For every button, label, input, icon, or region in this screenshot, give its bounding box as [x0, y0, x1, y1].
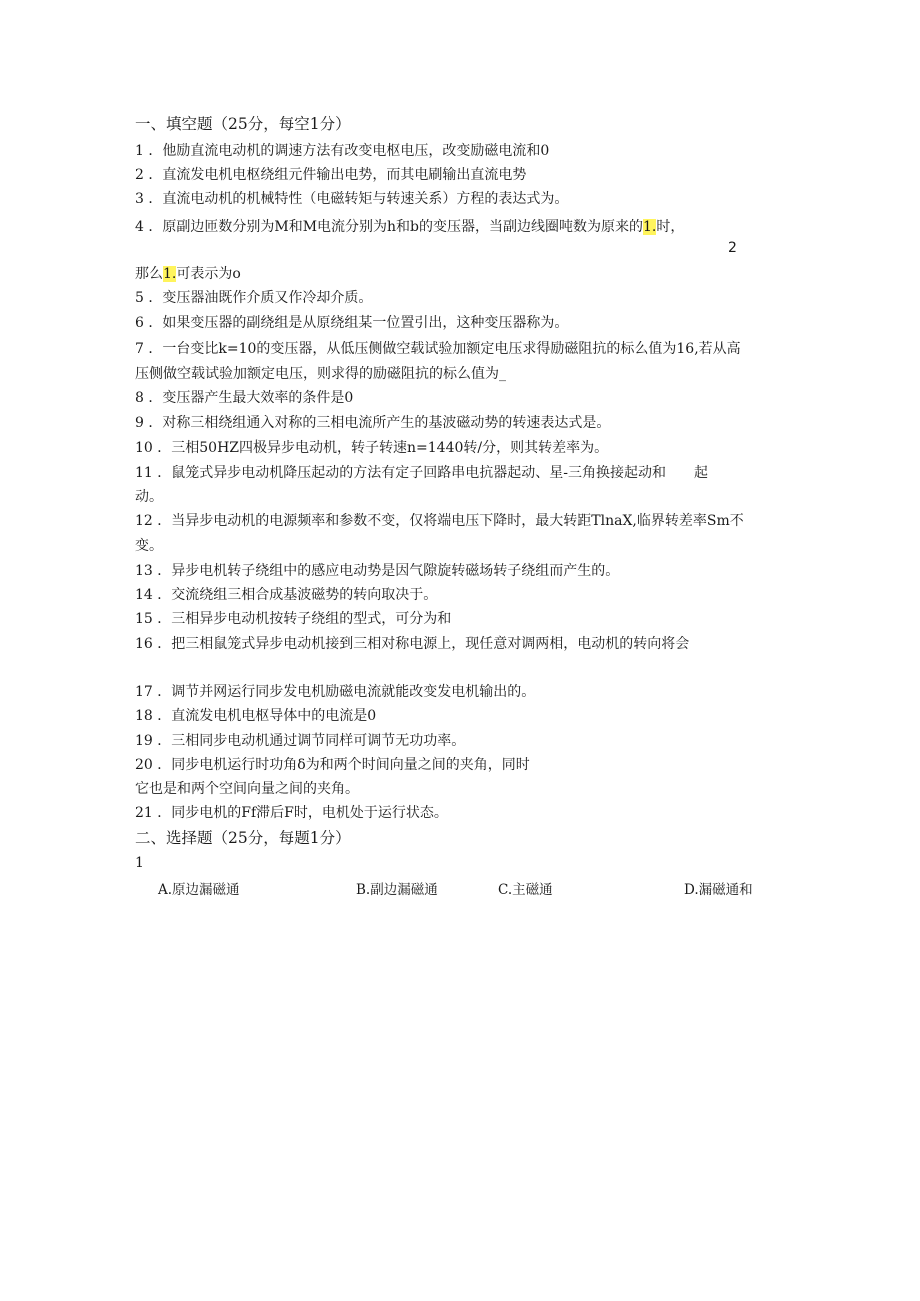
question-12-line-2: 变。 [135, 538, 163, 554]
question-20-line-2: 它也是和两个空间向量之间的夹角。 [135, 781, 359, 797]
question-8: 8 ．变压器产生最大效率的条件是0 [135, 390, 354, 406]
question-7-line-1: 7 ．一台变比k=10的变压器，从低压侧做空载试验加额定电压求得励磁阻抗的标么值为16,若从高 [135, 341, 741, 357]
question-4b-tail: 可表示为o [176, 266, 241, 282]
question-14: 14 ．交流绕组三相合成基波磁势的转向取决于。 [135, 587, 438, 603]
question-5: 5 ．变压器油既作介质又作冷却介质。 [135, 290, 373, 306]
question-15: 15 ．三相异步电动机按转子绕组的型式，可分为和 [135, 611, 452, 627]
question-11-line-2: 动。 [135, 489, 163, 505]
question-10: 10 ．三相50HZ四极异步电动机，转子转速n=1440转/分，则其转差率为。 [135, 440, 609, 456]
highlighted-text: 1. [643, 219, 657, 235]
question-4-continued [135, 264, 795, 284]
option-b: B.副边漏磁通 [356, 882, 438, 898]
question-19: 19 ．三相同步电动机通过调节同样可调节无功功率。 [135, 733, 466, 749]
option-a: A.原边漏磁通 [158, 882, 240, 898]
question-16: 16 ．把三相鼠笼式异步电动机接到三相对称电源上，现任意对调两相，电动机的转向将会 [135, 636, 690, 652]
question-21: 21 ．同步电机的Ff滞后F时，电机处于运行状态。 [135, 805, 448, 821]
option-c: C.主磁通 [498, 882, 553, 898]
option-d: D.漏磁通和 [684, 882, 753, 898]
question-2: 2 ．直流发电机电枢绕组元件输出电势，而其电刷输出直流电势 [135, 167, 527, 183]
question-4 [135, 217, 795, 237]
section-1-heading: 一、填空题（25分，每空1分） [135, 115, 351, 133]
question-12-line-1: 12 ．当异步电动机的电源频率和参数不变，仅将端电压下降时，最大转距TlnaX,临界转差率Sm不 [135, 513, 744, 529]
question-17: 17 ．调节并网运行同步发电机励磁电流就能改变发电机输出的。 [135, 684, 536, 700]
question-1: 1 ．他励直流电动机的调速方法有改变电枢电压，改变励磁电流和0 [135, 143, 550, 159]
question-6: 6 ．如果变压器的副绕组是从原绕组某一位置引出，这种变压器称为。 [135, 315, 569, 331]
question-4-text: 4 ．原副边匝数分别为M和M电流分别为h和b的变压器，当副边线圈吨数为原来的 [135, 219, 644, 235]
question-4-tail: 时， [656, 219, 685, 235]
choice-question-1-number: 1 [135, 855, 144, 871]
section-2-heading: 二、选择题（25分，每题1分） [135, 829, 351, 847]
page-number: 2 [728, 240, 737, 256]
highlighted-text: 1. [163, 266, 177, 282]
question-3: 3 ．直流电动机的机械特性（电磁转矩与转速关系）方程的表达式为。 [135, 191, 569, 207]
question-9: 9 ．对称三相绕组通入对称的三相电流所产生的基波磁动势的转速表达式是。 [135, 415, 611, 431]
question-20-line-1: 20 ．同步电机运行时功角δ为和两个时间向量之间的夹角，同时 [135, 757, 530, 773]
question-4b-text: 那么 [135, 266, 163, 282]
question-13: 13 ．异步电机转子绕组中的感应电动势是因气隙旋转磁场转子绕组而产生的。 [135, 563, 620, 579]
question-18: 18 ．直流发电机电枢导体中的电流是0 [135, 708, 377, 724]
question-7-line-2: 压侧做空载试验加额定电压，则求得的励磁阻抗的标么值为_ [135, 366, 506, 382]
question-11-line-1: 11 ．鼠笼式异步电动机降压起动的方法有定子回路串电抗器起动、星-三角换接起动和 起 [135, 465, 708, 481]
